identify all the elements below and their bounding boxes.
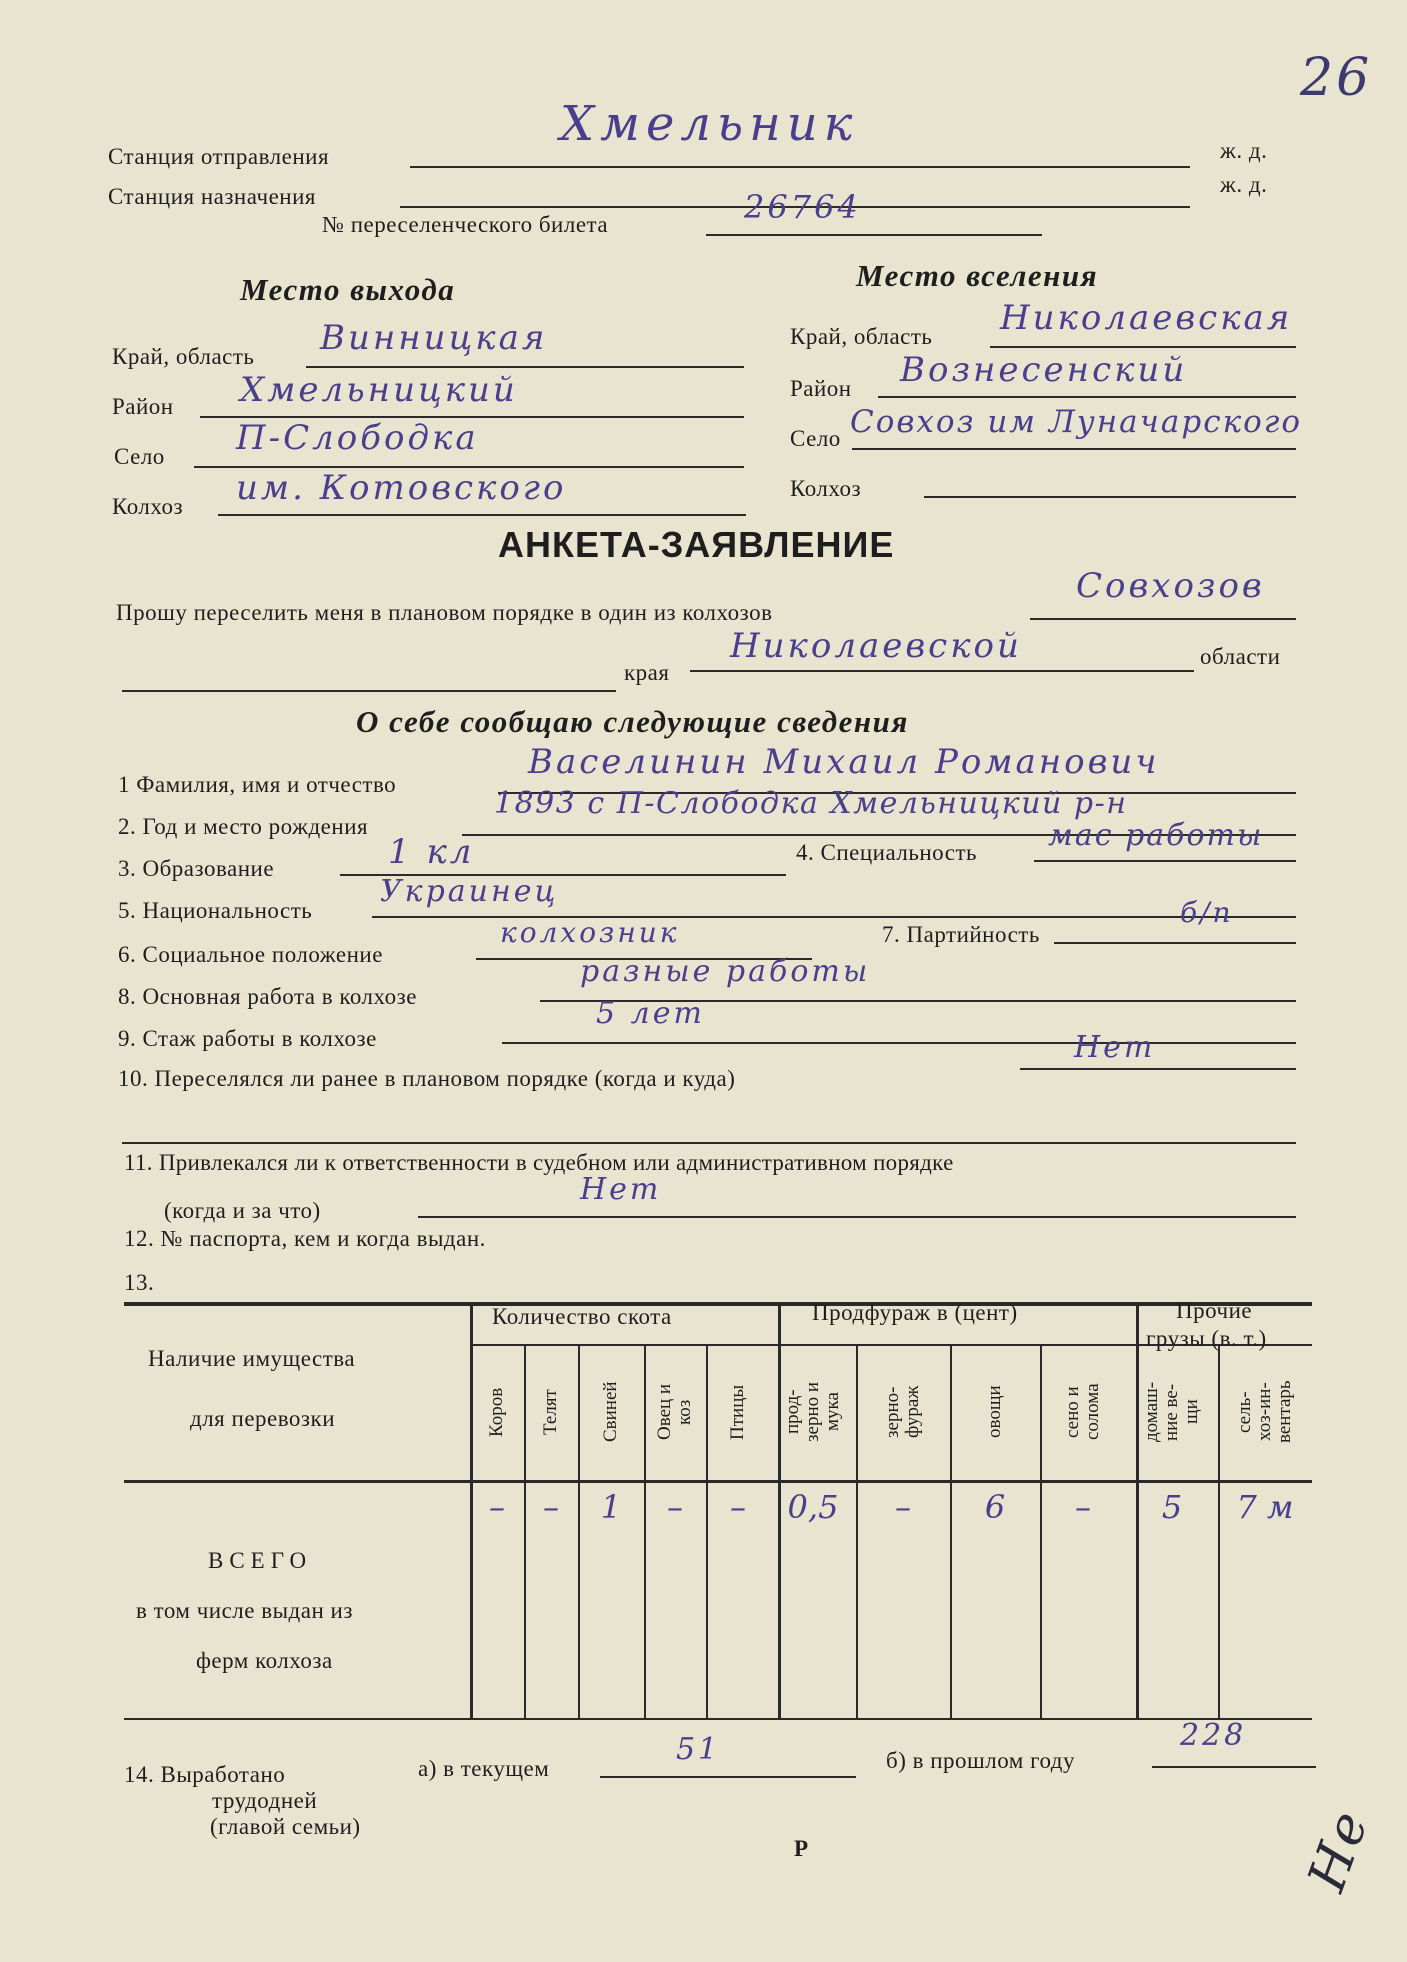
- settle-village-value: Совхоз им Луначарского: [850, 404, 1303, 440]
- table-col-header-10: сель- хоз-ин- вентарь: [1234, 1380, 1295, 1444]
- workdays-current-label: а) в текущем: [418, 1756, 550, 1781]
- table-col-header-4: Птицы: [727, 1384, 748, 1440]
- table-top-border: [124, 1302, 1312, 1306]
- table-col-header-2: Свиней: [600, 1381, 621, 1443]
- settle-region-value: Николаевская: [1000, 298, 1293, 338]
- oblast-line: [690, 670, 1194, 672]
- departure-line: [410, 166, 1190, 168]
- group-fodder: Продфураж в (цент): [812, 1300, 1018, 1325]
- f3-label: 3. Образование: [118, 856, 275, 881]
- table-value-9: 5: [1161, 1488, 1183, 1526]
- table-bottom-border: [124, 1718, 1312, 1720]
- f4-value: мас работы: [1048, 818, 1264, 853]
- settle-village-line: [852, 448, 1296, 450]
- table-value-4: –: [730, 1488, 746, 1526]
- table-header-bottom: [124, 1480, 1312, 1483]
- sheet-number: 26: [1300, 48, 1373, 108]
- departure-label: Станция отправления: [108, 144, 330, 169]
- exit-kolkhoz-label: Колхоз: [112, 494, 184, 519]
- exit-region-value: Винницкая: [320, 318, 548, 358]
- table-value-0: –: [489, 1488, 505, 1526]
- table-value-7: 6: [984, 1488, 1006, 1526]
- f7-line: [1054, 942, 1296, 944]
- settle-place-heading: Место вселения: [856, 258, 1099, 293]
- exit-district-value: Хмельницкий: [240, 370, 518, 410]
- f11-line: [418, 1216, 1296, 1218]
- table-property-label-1: Наличие имущества: [148, 1346, 356, 1371]
- group-livestock: Количество скота: [492, 1304, 672, 1329]
- f9-label: 9. Стаж работы в колхозе: [118, 1026, 377, 1051]
- table-value-8: –: [1075, 1488, 1091, 1526]
- table-col-header-8: сено и солома: [1062, 1383, 1103, 1441]
- ticket-label: № переселенческого билета: [322, 212, 609, 237]
- ticket-line: [706, 234, 1042, 236]
- workdays-label-2: трудодней: [212, 1788, 318, 1813]
- table-col-header-3: Овец и коз: [654, 1383, 695, 1441]
- f1-value: Васелинин Михаил Романович: [528, 742, 1160, 782]
- workdays-current-line: [600, 1776, 856, 1778]
- group-other-1: Прочие: [1176, 1298, 1253, 1323]
- f8-label: 8. Основная работа в колхозе: [118, 984, 417, 1009]
- table-col-header-6: зерно- фураж: [882, 1385, 923, 1439]
- f6-value: колхозник: [500, 916, 680, 949]
- table-col-header-9: домаш- ние ве- щи: [1141, 1381, 1202, 1443]
- table-col-header-5: прод- зерно и мука: [782, 1381, 843, 1443]
- table-col-header-1: Телят: [540, 1389, 561, 1435]
- f4-line: [1034, 860, 1296, 862]
- kray-label: края: [624, 660, 670, 685]
- f11-sub: (когда и за что): [164, 1198, 321, 1223]
- exit-region-line: [306, 366, 744, 368]
- settle-district-value: Вознесенский: [900, 350, 1188, 390]
- table-property-label-2: для перевозки: [190, 1406, 336, 1431]
- table-incl-label-1: в том числе выдан из: [136, 1598, 353, 1623]
- workdays-label-3: (главой семьи): [210, 1814, 361, 1839]
- table-incl-label-2: ферм колхоза: [196, 1648, 333, 1673]
- f10-value: Нет: [1074, 1030, 1156, 1065]
- settle-region-line: [990, 346, 1296, 348]
- request-value: Совхозов: [1076, 566, 1265, 606]
- f12-label: 12. № паспорта, кем и когда выдан.: [124, 1226, 486, 1251]
- settle-region-label: Край, область: [790, 324, 933, 349]
- f13-label: 13.: [124, 1270, 155, 1295]
- group-other-2: грузы (в. т.): [1146, 1326, 1267, 1351]
- about-heading: О себе сообщаю следующие сведения: [356, 704, 909, 739]
- f6-label: 6. Социальное положение: [118, 942, 383, 967]
- settle-kolkhoz-line: [924, 496, 1296, 498]
- settle-district-label: Район: [790, 376, 852, 401]
- f10-label: 10. Переселялся ли ранее в плановом порядке (когда и куда): [118, 1066, 736, 1091]
- oblast-value: Николаевской: [730, 626, 1022, 666]
- exit-district-label: Район: [112, 394, 174, 419]
- table-col-header-0: Коров: [486, 1387, 507, 1437]
- settle-district-line: [878, 396, 1296, 398]
- f8-value: разные работы: [580, 954, 871, 989]
- kray-line: [122, 690, 616, 692]
- exit-region-label: Край, область: [112, 344, 255, 369]
- f4-label: 4. Специальность: [796, 840, 977, 865]
- print-mark: Р: [794, 1836, 809, 1861]
- table-total-label: ВСЕГО: [208, 1548, 313, 1573]
- f1-label: 1 Фамилия, имя и отчество: [118, 772, 397, 797]
- workdays-last-label: б) в прошлом году: [886, 1748, 1075, 1773]
- workdays-last-value: 228: [1180, 1718, 1247, 1753]
- f9-line: [502, 1042, 1296, 1044]
- request-text: Прошу переселить меня в плановом порядке в один из колхозов: [116, 600, 773, 625]
- destination-label: Станция назначения: [108, 184, 317, 209]
- exit-place-heading: Место выхода: [240, 272, 456, 307]
- departure-value: Хмельник: [560, 96, 859, 152]
- table-value-5: 0,5: [787, 1488, 839, 1526]
- f2-value: 1893 с П-Слободка Хмельницкий р-н: [494, 786, 1128, 821]
- settle-kolkhoz-label: Колхоз: [790, 476, 862, 501]
- workdays-last-line: [1152, 1766, 1316, 1768]
- oblast-label: области: [1200, 644, 1281, 669]
- f5-value: Украинец: [380, 874, 559, 909]
- table-col-header-7: овощи: [984, 1385, 1005, 1439]
- form-title: АНКЕТА-ЗАЯВЛЕНИЕ: [498, 524, 895, 565]
- f2-label: 2. Год и место рождения: [118, 814, 369, 839]
- exit-kolkhoz-line: [218, 514, 746, 516]
- workdays-label-1: 14. Выработано: [124, 1762, 286, 1787]
- exit-village-value: П-Слободка: [236, 418, 479, 458]
- f11-label: 11. Привлекался ли к ответственности в судебном или административном порядке: [124, 1150, 954, 1175]
- f9-value: 5 лет: [596, 996, 705, 1031]
- f10-line: [1020, 1068, 1296, 1070]
- workdays-current-value: 51: [676, 1732, 721, 1767]
- f10-line-2: [122, 1142, 1296, 1144]
- f7-value: б/п: [1180, 896, 1234, 929]
- table-value-6: –: [895, 1488, 911, 1526]
- exit-village-label: Село: [114, 444, 165, 469]
- exit-kolkhoz-value: им. Котовского: [236, 468, 567, 508]
- f7-label: 7. Партийность: [882, 922, 1040, 947]
- rail-abbr-1: ж. д.: [1220, 138, 1268, 163]
- f3-value: 1 кл: [388, 832, 475, 872]
- corner-mark: Не: [1296, 1801, 1382, 1899]
- table-value-2: 1: [600, 1488, 622, 1526]
- table-value-10: 7 м: [1236, 1488, 1294, 1526]
- settle-village-label: Село: [790, 426, 841, 451]
- table-value-3: –: [667, 1488, 683, 1526]
- f11-value: Нет: [580, 1172, 662, 1207]
- request-line: [1030, 618, 1296, 620]
- f5-label: 5. Национальность: [118, 898, 313, 923]
- rail-abbr-2: ж. д.: [1220, 172, 1268, 197]
- table-value-1: –: [543, 1488, 559, 1526]
- ticket-value: 26764: [744, 188, 861, 226]
